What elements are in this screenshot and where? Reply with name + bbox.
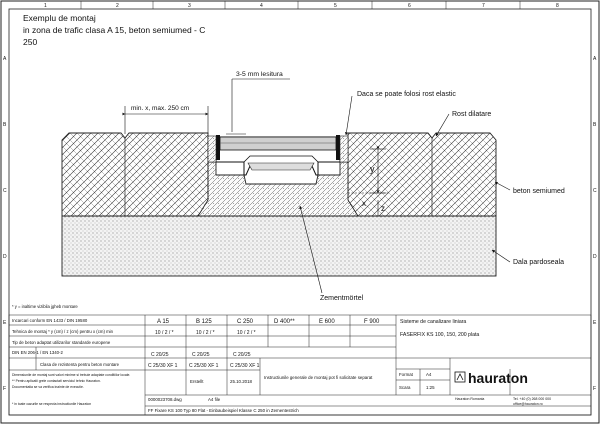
scale-label: Scara	[399, 385, 411, 390]
ruler-4: 4	[260, 3, 263, 9]
copyright-note: * in toate cazurile se respecta instructiunile Hauraton	[12, 402, 92, 406]
beton-label: beton semiumed	[513, 188, 565, 195]
floor-slab	[62, 216, 496, 276]
side-e-left: E	[3, 320, 7, 326]
side-c-left: C	[3, 188, 7, 194]
concrete-right	[348, 133, 496, 216]
footnote: * y = inaltime vizibila jgheb montare	[12, 304, 78, 309]
note-2: ** Pentru aplicatii grele contactati serviciul tehnic Hauraton.	[12, 379, 101, 383]
side-b-left: B	[3, 122, 7, 128]
width-label: min. x, max. 250 cm	[131, 105, 190, 112]
row-label-concrete: Tip de beton adaptat utilizarilor standarde europene	[12, 340, 111, 345]
class-c250: C 250	[237, 319, 254, 325]
row5-b: C 25/30 XF 1	[189, 363, 219, 369]
product-name: FASERFIX KS 100, 150, 200 plata	[400, 332, 480, 338]
row5-c: C 25/30 XF 1	[230, 363, 260, 369]
ruler-1: 1	[44, 3, 47, 9]
side-f-left: F	[3, 386, 7, 392]
ruler-8: 8	[556, 3, 559, 9]
ruler-2: 2	[116, 3, 119, 9]
format-label: A4 file	[208, 397, 221, 402]
class-e600: E 600	[319, 319, 335, 325]
title-block	[23, 13, 205, 47]
row2-c: 10 / 2 / *	[237, 330, 256, 336]
created-date: 25.10.2018	[230, 379, 252, 384]
contact-2: Tel. +40 (0) 268 000 000	[513, 397, 552, 401]
elastic-joint-right	[340, 136, 348, 162]
row-label-din: DIN EN 206-1 / EN 1340-2	[12, 350, 63, 355]
class-d400: D 400**	[274, 319, 295, 325]
instruction-line: Instructiunile generale de montaj pot fi solicitate separat	[264, 375, 373, 380]
created-label: Erstellt	[190, 379, 204, 384]
note-1: Dimensiunile de montaj sunt valori minime si trebuie adaptate conditiilor locale.	[12, 373, 131, 377]
rost-label: Rost dilatare	[452, 111, 492, 118]
side-f-right: F	[593, 386, 597, 392]
side-d-left: D	[3, 254, 7, 260]
elastic-joint-left	[208, 136, 216, 162]
row-label-install: Tehnica de montaj * y (cm) / z (cm) pentru x (cm) min	[12, 329, 113, 334]
row4-b: C 20/25	[192, 352, 210, 358]
sheet-value: A4	[426, 372, 432, 377]
concrete-left	[62, 133, 208, 216]
side-a-right: A	[593, 56, 597, 62]
row2-a: 10 / 2 / *	[155, 330, 174, 336]
ruler-7: 7	[482, 3, 485, 9]
class-a15: A 15	[157, 319, 170, 325]
title-line-3: 250	[23, 37, 38, 47]
row4-a: C 20/25	[151, 352, 169, 358]
side-c-right: C	[593, 188, 597, 194]
drawing-number: 0000023708.dwg	[148, 397, 182, 402]
note-3: Documentatia se va verifica inainte de executie.	[12, 385, 84, 389]
daca-label: Daca se poate folosi rost elastic	[357, 91, 456, 98]
brand-name: hauraton	[468, 370, 528, 386]
hauraton-logo	[455, 370, 528, 386]
side-b-right: B	[593, 122, 597, 128]
class-f900: F 900	[364, 319, 380, 325]
scale-value: 1:25	[426, 385, 435, 390]
lesitura-label: 3-5 mm lesitura	[236, 71, 283, 78]
side-d-right: D	[593, 254, 597, 260]
row-label-class: Clasa de rezistenta pentru beton montare	[40, 362, 120, 367]
dala-label: Dala pardoseala	[513, 259, 564, 266]
sheet-label: Format	[399, 372, 413, 377]
contact-3: office@hauraton.ro	[513, 402, 543, 406]
ruler-3: 3	[188, 3, 191, 9]
row-label-load: Incarcari conform EN 1433 / DIN 19580	[12, 318, 88, 323]
title-line-1: Exemplu de montaj	[23, 13, 96, 23]
title-line-2: in zona de trafic clasa A 15, beton semiumed - C	[23, 25, 206, 35]
ruler-5: 5	[334, 3, 337, 9]
grate	[220, 137, 336, 150]
row4-c: C 20/25	[233, 352, 251, 358]
side-e-right: E	[593, 320, 597, 326]
contact-1: Hauraton Romania	[455, 397, 485, 401]
project-label: Sisteme de canalizare liniara	[400, 319, 467, 325]
row2-b: 10 / 2 / *	[196, 330, 215, 336]
drain-channel	[216, 135, 340, 175]
row5-a: C 25/30 XF 1	[148, 363, 178, 369]
caption: FF Fixare KS 100 Typ 80 Flat - Einbaubeispiel Klasse C 250 in Zementestrich	[148, 408, 299, 413]
class-b125: B 125	[196, 319, 212, 325]
mortar-label: Zementmörtel	[320, 295, 364, 302]
dim-z: z	[381, 204, 385, 213]
dim-x: x	[362, 199, 366, 208]
protrusion-dimension	[226, 79, 290, 134]
dim-y: y	[370, 164, 375, 174]
side-a-left: A	[3, 56, 7, 62]
ruler-6: 6	[408, 3, 411, 9]
top-ruler	[44, 1, 559, 9]
